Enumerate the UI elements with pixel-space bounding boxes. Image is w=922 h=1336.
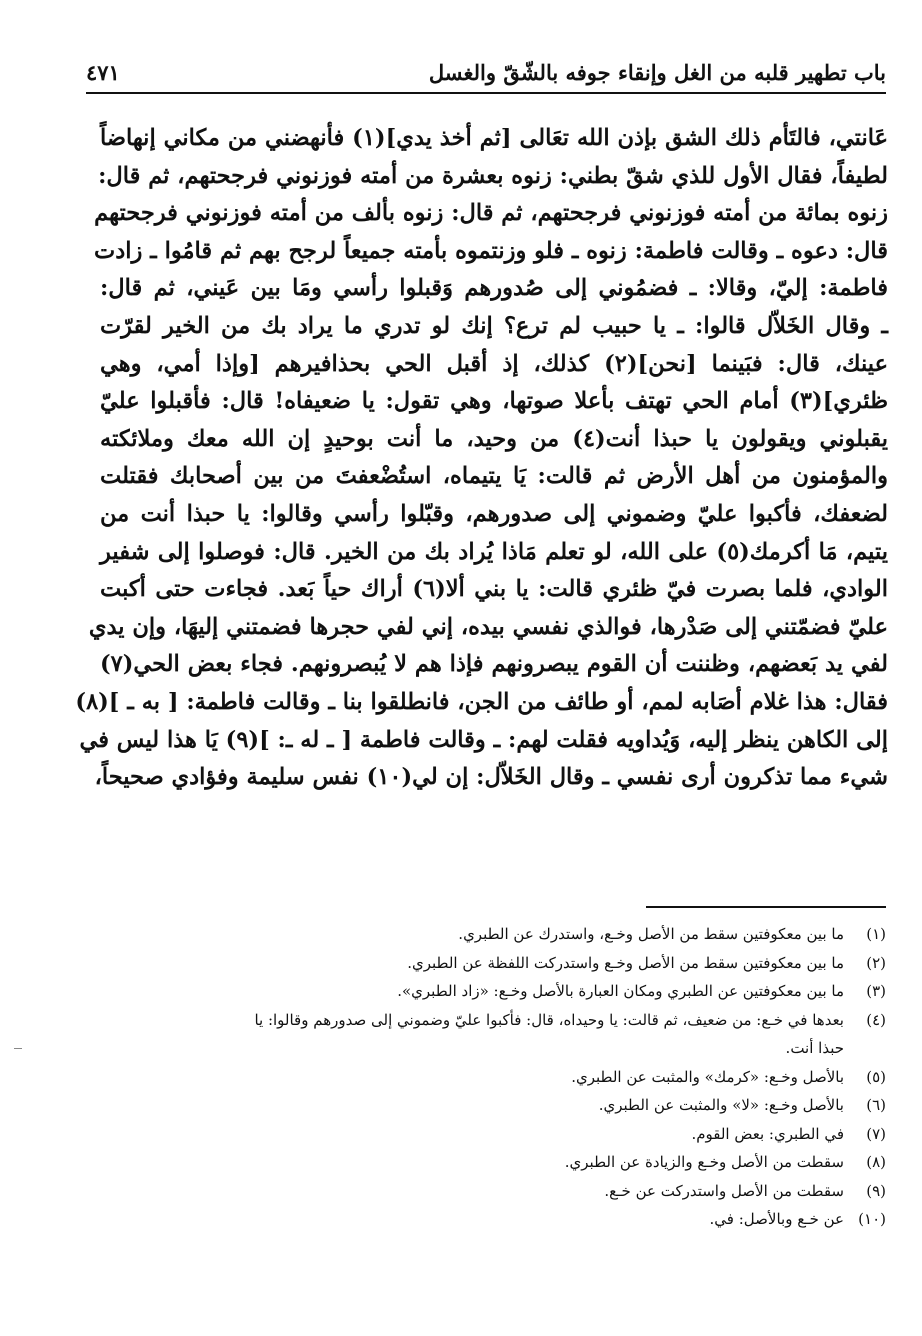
footnote-text: ما بين معكوفتين عن الطبري ومكان العبارة بالأصل وخـع: «زاد الطبري». xyxy=(397,982,844,1000)
chapter-title: باب تطهير قلبه من الغل وإنقاء جوفه بالشّقّ والغسل xyxy=(428,60,886,85)
footnote-number: (٦) xyxy=(866,1096,886,1114)
footnote-number: (١٠) xyxy=(858,1210,886,1228)
text-line: شيء مما تذكرون أرى نفسي ـ وقال الخَلاّل: إن لي(١٠) نفس سليمة وفؤادي صحيحاً، xyxy=(94,764,888,791)
footnote xyxy=(90,920,886,949)
text-line: ـ وقال الخَلاّل قالوا: ـ يا حبيب لم ترع؟ إنك لو تدري ما يراد بك من الخير لقرّت xyxy=(100,312,888,339)
footnote-text: عن خـع وبالأصل: في. xyxy=(709,1210,844,1228)
footnote-number: (٨) xyxy=(866,1153,886,1171)
footnote xyxy=(90,1205,886,1234)
footnote-text: سقطت من الأصل واستدركت عن خـع. xyxy=(604,1181,844,1200)
footnote-separator xyxy=(646,906,886,908)
margin-mark xyxy=(14,1048,22,1049)
footnote-number: (٣) xyxy=(866,982,886,1000)
footnote-number: (٤) xyxy=(866,1010,886,1029)
footnote-text: ما بين معكوفتين سقط من الأصل وخـع واستدركت اللفظة عن الطبري. xyxy=(407,953,844,972)
footnote-number: (٧) xyxy=(866,1124,886,1143)
footnote-number: (٢) xyxy=(866,953,886,972)
footnote xyxy=(90,1091,886,1120)
page-number: ٤٧١ xyxy=(86,60,120,85)
footnote-text: ما بين معكوفتين سقط من الأصل وخـع، واستدرك عن الطبري. xyxy=(458,925,844,943)
text-line: فاطمة: إليّ، وقالا: ـ فضمُوني إلى صُدورهم وَقبلوا رأسي ومَا بين عَيني، ثم قال: xyxy=(100,275,888,302)
footnote-text: بالأصل وخـع: «لا» والمثبت عن الطبري. xyxy=(598,1096,844,1114)
text-line: والمؤمنون من أهل الأرض ثم قالت: يَا يتيماه، استُضْعفتَ من بين أصحابك فقتلت xyxy=(100,463,888,490)
footnote xyxy=(90,1148,886,1177)
text-line: قال: دعوه ـ وقالت فاطمة: زنوه ـ فلو وزنتموه بأمته جميعاً لرجح بهم ثم قامُوا ـ زادت xyxy=(94,237,888,264)
footnote xyxy=(90,1120,886,1149)
text-line: عينك، قال: فبَينما [نحن](٢) كذلك، إذ أقبل الحي بحذافيرهم [وإذا أمي، وهي xyxy=(100,350,888,377)
main-text xyxy=(75,120,889,797)
footnotes xyxy=(90,920,886,1234)
footnote xyxy=(90,1063,886,1092)
running-header xyxy=(86,54,886,94)
text-line: لفي يد بَعضهم، وظننت أن القوم يبصرونهم فإذا هم لا يُبصرونهم. فجاء بعض الحي(٧) xyxy=(100,651,888,678)
text-line: عَانتي، فالتَأم ذلك الشق بإذن الله تعَالى [ثم أخذ يدي](١) فأنهضني من مكاني إنهاضاً xyxy=(100,125,888,151)
text-line: فقال: هذا غلام أصَابه لمم، أو طائف من الجن، فانطلقوا بنا ـ وقالت فاطمة: [ به ـ ](٨) xyxy=(75,688,888,715)
text-line: الوادي، فلما بصرت فيّ ظئري قالت: يا بني ألا(٦) أراك حياً بَعد. فجاءت حتى أكبت xyxy=(100,576,888,603)
text-line: عليّ فضمّتني إلى صَدْرها، فوالذي نفسي بيده، إني لفي حجرها فضمتني إليهَا، وإن يدي xyxy=(88,613,888,640)
footnote xyxy=(90,1006,886,1035)
text-line: ظئري](٣) أمام الحي تهتف بأعلا صوتها، وهي تقول: يا ضعيفاه! قال: فأقبلوا عليّ xyxy=(100,388,888,415)
text-line: لطيفاً، فقال الأول للذي شقّ بطني: زنوه بعشرة من أمته فوزنوني فرجحتهم، ثم قال: xyxy=(98,162,888,189)
header-rule xyxy=(86,92,886,94)
footnote-number: (٩) xyxy=(866,1181,886,1200)
text-line: يقبلوني ويقولون يا حبذا أنت(٤) من وحيد، ما أنت بوحيدٍ إن الله معك وملائكته xyxy=(100,425,889,452)
footnote xyxy=(90,949,886,978)
footnote-text: بالأصل وخـع: «كرمك» والمثبت عن الطبري. xyxy=(571,1067,844,1086)
text-line: لضعفك، فأكبوا عليّ وضموني إلى صدورهم، وقبّلوا رأسي وقالوا: يا حبذا أنت من xyxy=(100,500,888,527)
footnote-continuation: حبذا أنت. xyxy=(785,1039,844,1057)
footnote-number: (٥) xyxy=(866,1067,886,1086)
footnote xyxy=(90,1177,886,1206)
footnote-text: في الطبري: بعض القوم. xyxy=(691,1124,844,1143)
text-line: إلى الكاهن ينظر إليه، وَيُداويه فقلت لهم: ـ وقالت فاطمة [ ـ له ـ: ](٩) يَا هذا ليس في xyxy=(79,726,888,753)
text-line: يتيم، مَا أكرمك(٥) على الله، لو تعلم مَاذا يُراد بك من الخير. قال: فوصلوا إلى شفير xyxy=(100,538,888,565)
footnote-text: سقطت من الأصل وخـع والزيادة عن الطبري. xyxy=(564,1153,844,1171)
footnote xyxy=(90,977,886,1006)
footnote-number: (١) xyxy=(866,925,886,943)
footnote-text: بعدها في خـع: من ضعيف، ثم قالت: يا وحيداه، قال: فأكبوا عليّ وضموني إلى صدورهم وقالوا: يا xyxy=(254,1010,844,1029)
text-line: زنوه بمائة من أمته فوزنوني فرجحتهم، ثم قال: زنوه بألف من أمته فوزنوني فرجحتهم xyxy=(94,200,888,227)
